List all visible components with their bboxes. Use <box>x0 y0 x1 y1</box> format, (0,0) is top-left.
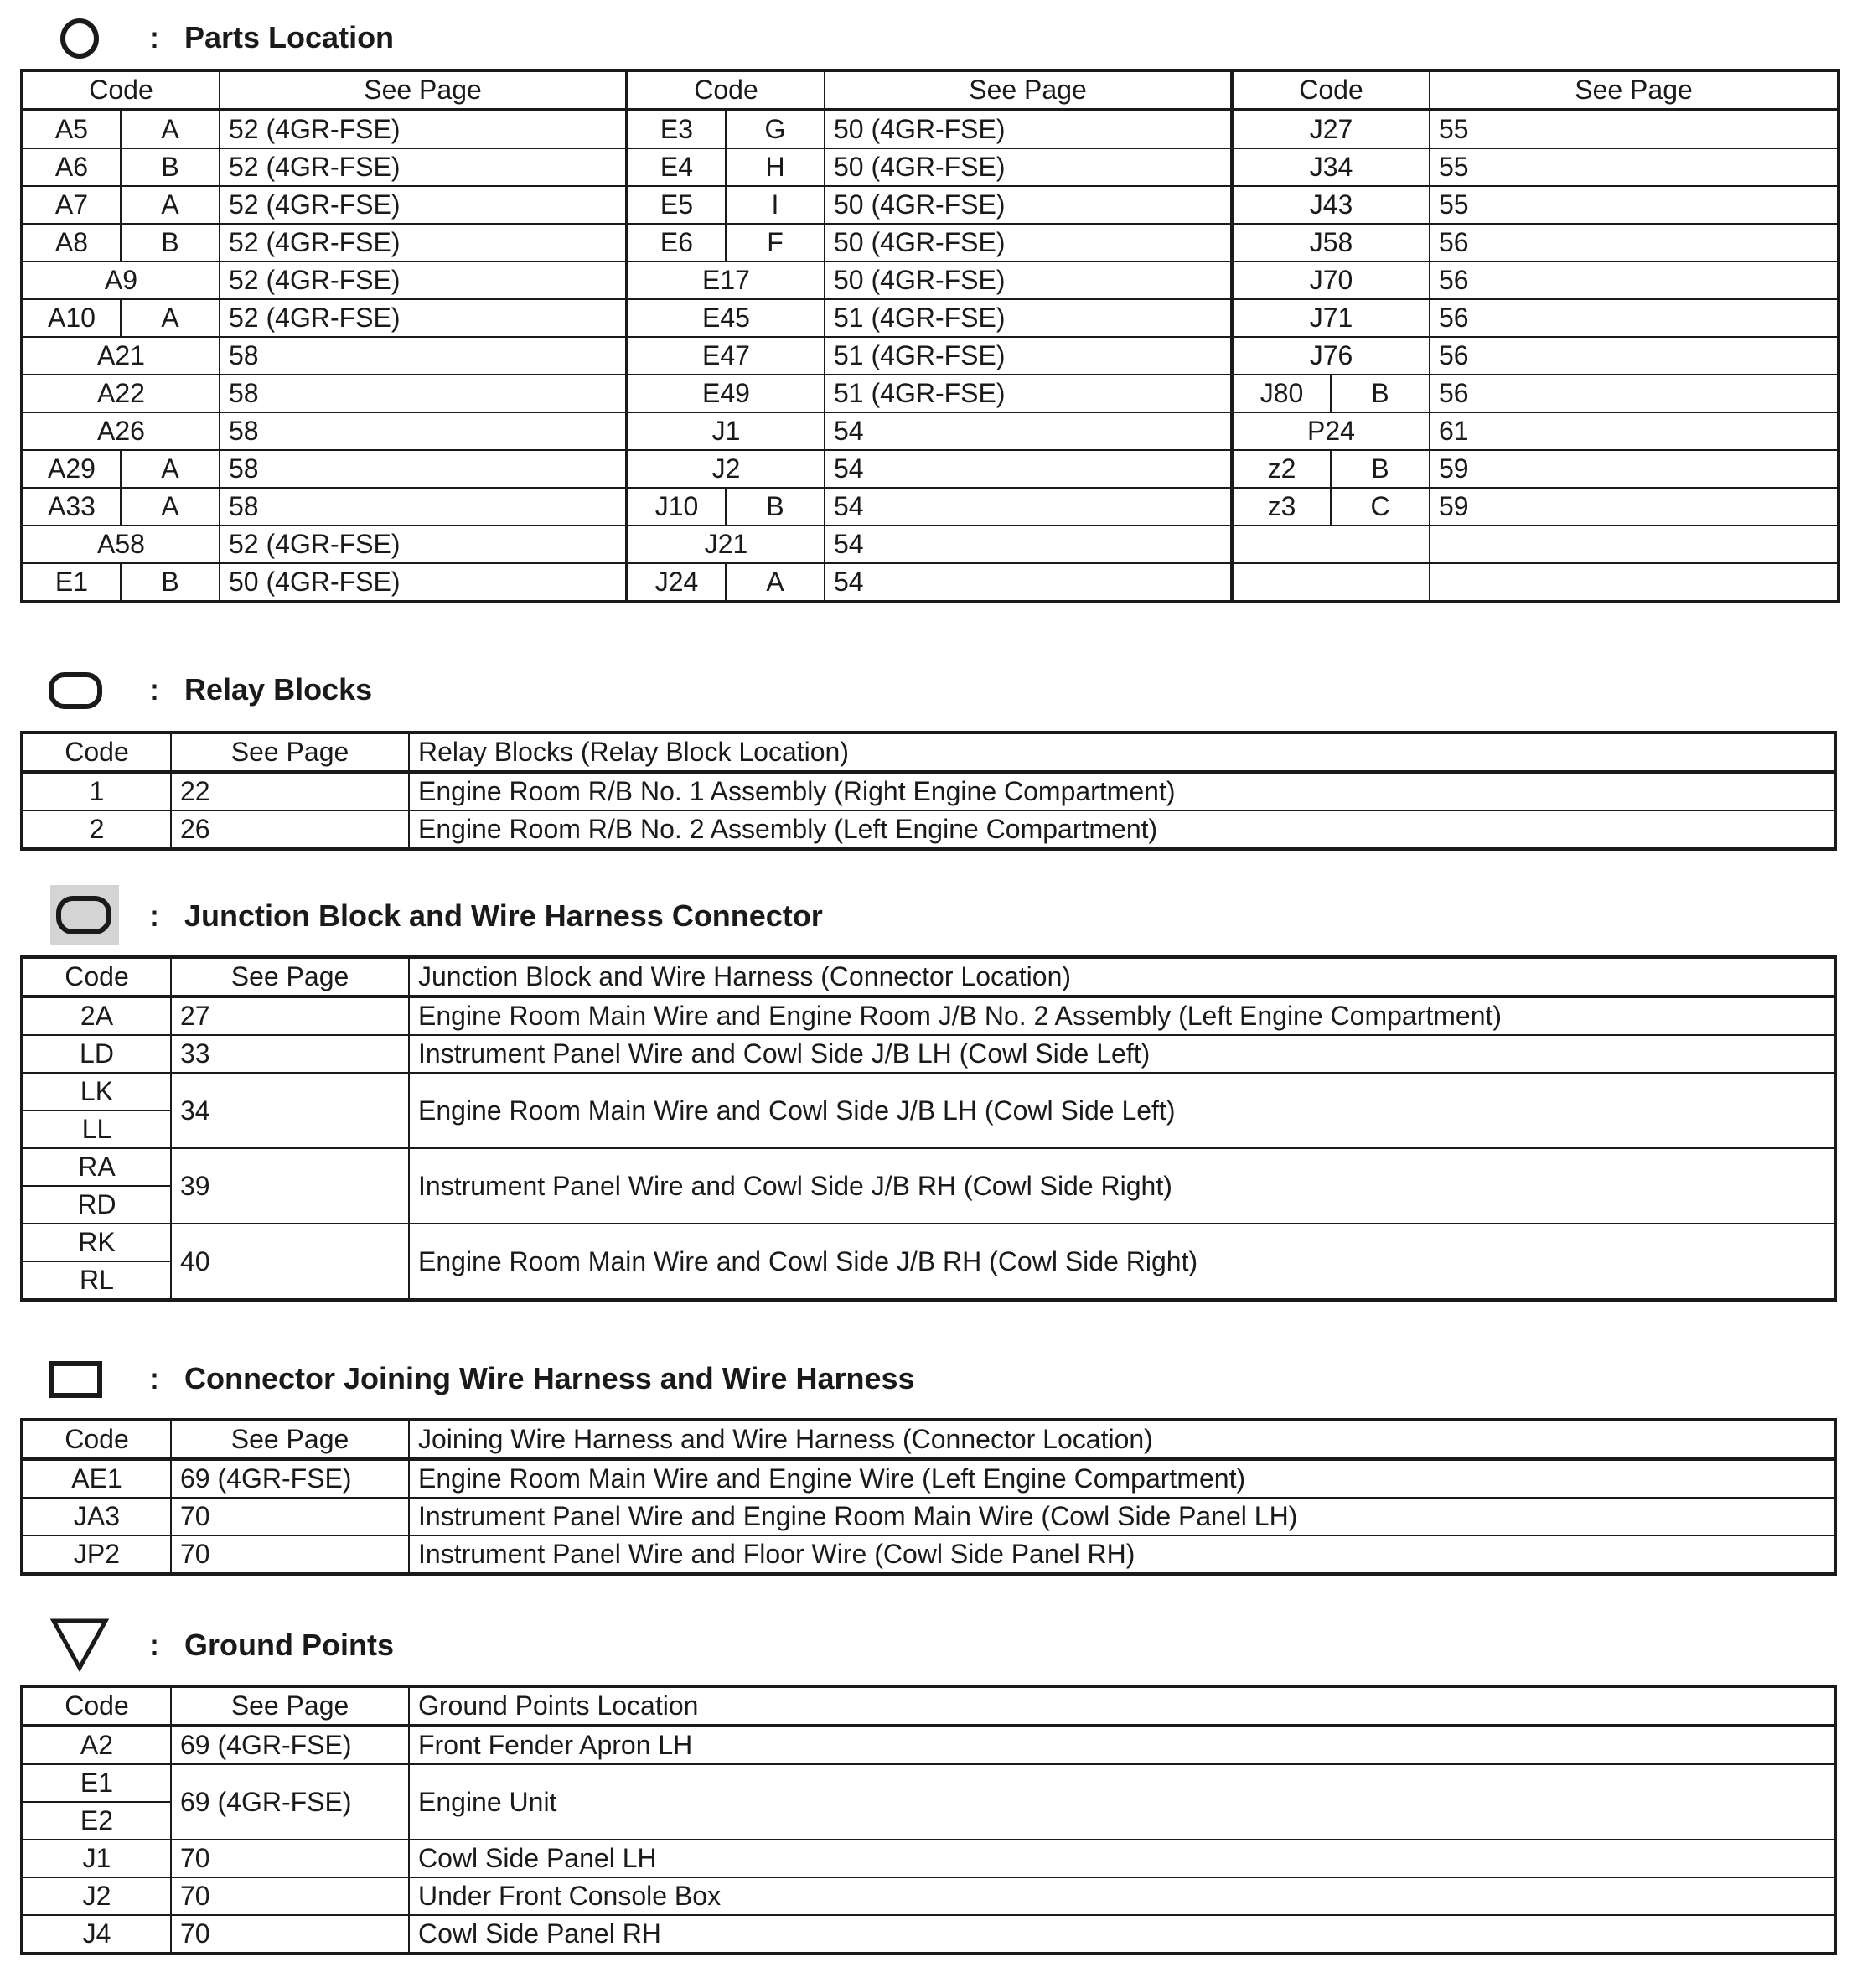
cell-code: LD <box>22 1035 171 1073</box>
cell-code: J10 <box>627 488 726 525</box>
cell-see-page: 55 <box>1430 110 1839 148</box>
shaded-rounded-rect-icon <box>50 885 119 945</box>
table-row <box>22 1073 1835 1110</box>
cell-code: 1 <box>22 772 171 810</box>
cell-code: 2 <box>22 810 171 849</box>
cell-code: J76 <box>1232 337 1430 375</box>
cell-description: Engine Room Main Wire and Cowl Side J/B LH (Cowl Side Left) <box>409 1073 1835 1148</box>
cell-code: RA <box>22 1148 171 1186</box>
cell-description: Instrument Panel Wire and Cowl Side J/B LH (Cowl Side Left) <box>409 1035 1835 1073</box>
relay-blocks-table <box>20 731 1837 851</box>
cell-code: A2 <box>22 1726 171 1764</box>
cell-see-page: 70 <box>171 1498 409 1535</box>
cell-description: Under Front Console Box <box>409 1877 1835 1915</box>
cell-see-page: 58 <box>220 450 627 488</box>
header-see-page: See Page <box>171 1420 409 1459</box>
section-title: Junction Block and Wire Harness Connector <box>184 898 823 933</box>
table-row <box>22 110 1839 148</box>
colon: : <box>149 672 159 707</box>
cell-see-page: 70 <box>171 1840 409 1877</box>
cell-sub-code: B <box>121 148 220 186</box>
cell-see-page: 61 <box>1430 412 1839 450</box>
table-row <box>22 412 1839 450</box>
cell-see-page: 33 <box>171 1035 409 1073</box>
table-row <box>22 525 1839 563</box>
cell-see-page: 52 (4GR-FSE) <box>220 148 627 186</box>
cell-code: RK <box>22 1224 171 1261</box>
cell-sub-code: B <box>1331 450 1430 488</box>
cell-code: J21 <box>627 525 825 563</box>
section-title: Connector Joining Wire Harness and Wire Harness <box>184 1361 915 1395</box>
cell-code: A58 <box>22 525 220 563</box>
cell-code: z3 <box>1232 488 1331 525</box>
cell-code: A6 <box>22 148 121 186</box>
cell-see-page: 54 <box>825 525 1232 563</box>
cell-description: Engine Room Main Wire and Engine Wire (Left Engine Compartment) <box>409 1459 1835 1498</box>
section-title: Relay Blocks <box>184 672 373 707</box>
cell-see-page: 50 (4GR-FSE) <box>825 261 1232 299</box>
junction-block-header <box>0 880 1857 947</box>
cell-code: A8 <box>22 224 121 261</box>
header-code: Code <box>22 733 171 772</box>
cell-see-page: 56 <box>1430 299 1839 337</box>
cell-see-page: 27 <box>171 997 409 1035</box>
cell-code: E45 <box>627 299 825 337</box>
table-row <box>22 1035 1835 1073</box>
cell-code: A10 <box>22 299 121 337</box>
cell-see-page: 52 (4GR-FSE) <box>220 261 627 299</box>
cell-code: E5 <box>627 186 726 224</box>
junction-block-table <box>20 955 1837 1302</box>
cell-see-page: 40 <box>171 1224 409 1300</box>
cell-see-page: 52 (4GR-FSE) <box>220 224 627 261</box>
table-row <box>22 1764 1835 1802</box>
cell-see-page: 52 (4GR-FSE) <box>220 110 627 148</box>
cell-see-page: 54 <box>825 563 1232 602</box>
table-row <box>22 1840 1835 1877</box>
cell-see-page: 59 <box>1430 488 1839 525</box>
cell-sub-code: G <box>726 110 825 148</box>
cell-code: J70 <box>1232 261 1430 299</box>
cell-see-page: 50 (4GR-FSE) <box>220 563 627 602</box>
cell-code: A22 <box>22 375 220 412</box>
header-see-page: See Page <box>171 733 409 772</box>
square-icon <box>47 1359 106 1401</box>
cell-see-page <box>1430 563 1839 602</box>
connector-joining-header <box>0 1344 1857 1411</box>
table-row <box>22 997 1835 1035</box>
cell-code: E6 <box>627 224 726 261</box>
cell-code: E3 <box>627 110 726 148</box>
cell-see-page: 51 (4GR-FSE) <box>825 299 1232 337</box>
colon: : <box>149 1628 159 1662</box>
cell-see-page: 56 <box>1430 375 1839 412</box>
cell-description: Engine Room Main Wire and Cowl Side J/B RH (Cowl Side Right) <box>409 1224 1835 1300</box>
cell-code: P24 <box>1232 412 1430 450</box>
table-row <box>22 1148 1835 1186</box>
table-row <box>22 148 1839 186</box>
cell-see-page: 58 <box>220 337 627 375</box>
cell-see-page: 34 <box>171 1073 409 1148</box>
table-row <box>22 450 1839 488</box>
cell-code: LL <box>22 1110 171 1148</box>
header-description: Relay Blocks (Relay Block Location) <box>409 733 1835 772</box>
relay-blocks-header <box>0 655 1857 722</box>
cell-see-page: 56 <box>1430 337 1839 375</box>
cell-sub-code: B <box>726 488 825 525</box>
cell-see-page: 52 (4GR-FSE) <box>220 525 627 563</box>
cell-description: Instrument Panel Wire and Engine Room Main Wire (Cowl Side Panel LH) <box>409 1498 1835 1535</box>
cell-code: J2 <box>22 1877 171 1915</box>
header-code: Code <box>627 70 825 110</box>
table-row <box>22 1224 1835 1261</box>
header-see-page: See Page <box>220 70 627 110</box>
cell-see-page: 69 (4GR-FSE) <box>171 1459 409 1498</box>
cell-see-page: 70 <box>171 1915 409 1954</box>
cell-description: Engine Unit <box>409 1764 1835 1840</box>
table-row <box>22 186 1839 224</box>
colon: : <box>149 20 159 54</box>
cell-code: E2 <box>22 1802 171 1840</box>
cell-see-page: 70 <box>171 1535 409 1574</box>
table-header-row <box>22 70 1839 110</box>
cell-code: JP2 <box>22 1535 171 1574</box>
cell-code: J2 <box>627 450 825 488</box>
cell-sub-code: F <box>726 224 825 261</box>
cell-code <box>1232 563 1430 602</box>
cell-see-page: 50 (4GR-FSE) <box>825 110 1232 148</box>
header-see-page: See Page <box>171 957 409 997</box>
table-header-row <box>22 957 1835 997</box>
table-row <box>22 337 1839 375</box>
cell-description: Instrument Panel Wire and Floor Wire (Cowl Side Panel RH) <box>409 1535 1835 1574</box>
cell-code: A7 <box>22 186 121 224</box>
cell-code: J71 <box>1232 299 1430 337</box>
cell-see-page: 54 <box>825 450 1232 488</box>
cell-code: A5 <box>22 110 121 148</box>
cell-see-page: 50 (4GR-FSE) <box>825 224 1232 261</box>
cell-code: E1 <box>22 563 121 602</box>
cell-description: Front Fender Apron LH <box>409 1726 1835 1764</box>
table-row <box>22 1726 1835 1764</box>
cell-description: Engine Room Main Wire and Engine Room J/B No. 2 Assembly (Left Engine Compartment) <box>409 997 1835 1035</box>
header-see-page: See Page <box>1430 70 1839 110</box>
cell-sub-code: A <box>121 488 220 525</box>
cell-see-page: 69 (4GR-FSE) <box>171 1726 409 1764</box>
ground-points-table <box>20 1685 1837 1955</box>
cell-description: Cowl Side Panel LH <box>409 1840 1835 1877</box>
cell-see-page: 55 <box>1430 148 1839 186</box>
cell-code: E17 <box>627 261 825 299</box>
cell-see-page: 56 <box>1430 261 1839 299</box>
table-row <box>22 1877 1835 1915</box>
cell-see-page: 50 (4GR-FSE) <box>825 186 1232 224</box>
parts-location-table <box>20 69 1840 603</box>
cell-sub-code: H <box>726 148 825 186</box>
cell-code <box>1232 525 1430 563</box>
table-row <box>22 772 1835 810</box>
cell-sub-code: A <box>121 110 220 148</box>
cell-sub-code: I <box>726 186 825 224</box>
table-row <box>22 488 1839 525</box>
cell-code: z2 <box>1232 450 1331 488</box>
cell-sub-code: A <box>121 299 220 337</box>
cell-sub-code: B <box>121 563 220 602</box>
header-code: Code <box>1232 70 1430 110</box>
table-row <box>22 1459 1835 1498</box>
circle-icon <box>59 17 101 60</box>
cell-see-page: 58 <box>220 488 627 525</box>
cell-sub-code: B <box>121 224 220 261</box>
cell-code: RD <box>22 1186 171 1224</box>
table-row <box>22 1915 1835 1954</box>
cell-see-page: 26 <box>171 810 409 849</box>
cell-see-page <box>1430 525 1839 563</box>
table-header-row <box>22 1686 1835 1726</box>
cell-code: LK <box>22 1073 171 1110</box>
cell-description: Engine Room R/B No. 2 Assembly (Left Engine Compartment) <box>409 810 1835 849</box>
table-row <box>22 1498 1835 1535</box>
cell-see-page: 51 (4GR-FSE) <box>825 375 1232 412</box>
header-code: Code <box>22 1686 171 1726</box>
cell-code: A9 <box>22 261 220 299</box>
section-title: Ground Points <box>184 1628 394 1662</box>
down-triangle-icon <box>49 1616 111 1673</box>
colon: : <box>149 1361 159 1395</box>
cell-sub-code: A <box>121 186 220 224</box>
cell-description: Instrument Panel Wire and Cowl Side J/B RH (Cowl Side Right) <box>409 1148 1835 1224</box>
cell-see-page: 55 <box>1430 186 1839 224</box>
cell-code: 2A <box>22 997 171 1035</box>
cell-sub-code: A <box>726 563 825 602</box>
cell-see-page: 70 <box>171 1877 409 1915</box>
cell-see-page: 58 <box>220 412 627 450</box>
cell-see-page: 54 <box>825 488 1232 525</box>
cell-code: A33 <box>22 488 121 525</box>
cell-code: J4 <box>22 1915 171 1954</box>
cell-code: J80 <box>1232 375 1331 412</box>
cell-sub-code: B <box>1331 375 1430 412</box>
cell-code: A26 <box>22 412 220 450</box>
table-row <box>22 261 1839 299</box>
cell-see-page: 69 (4GR-FSE) <box>171 1764 409 1840</box>
table-row <box>22 375 1839 412</box>
header-description: Joining Wire Harness and Wire Harness (Connector Location) <box>409 1420 1835 1459</box>
cell-code: A29 <box>22 450 121 488</box>
cell-see-page: 54 <box>825 412 1232 450</box>
cell-code: J27 <box>1232 110 1430 148</box>
cell-code: E1 <box>22 1764 171 1802</box>
cell-see-page: 51 (4GR-FSE) <box>825 337 1232 375</box>
parts-location-header <box>0 3 1857 70</box>
cell-code: J1 <box>22 1840 171 1877</box>
cell-see-page: 39 <box>171 1148 409 1224</box>
rounded-rect-icon <box>47 670 106 711</box>
header-description: Junction Block and Wire Harness (Connector Location) <box>409 957 1835 997</box>
header-see-page: See Page <box>825 70 1232 110</box>
cell-code: J24 <box>627 563 726 602</box>
cell-code: J34 <box>1232 148 1430 186</box>
table-row <box>22 810 1835 849</box>
cell-code: J58 <box>1232 224 1430 261</box>
table-row <box>22 224 1839 261</box>
cell-see-page: 22 <box>171 772 409 810</box>
cell-see-page: 50 (4GR-FSE) <box>825 148 1232 186</box>
cell-code: RL <box>22 1261 171 1300</box>
cell-code: AE1 <box>22 1459 171 1498</box>
colon: : <box>149 898 159 933</box>
table-row <box>22 563 1839 602</box>
cell-code: JA3 <box>22 1498 171 1535</box>
cell-code: J1 <box>627 412 825 450</box>
header-code: Code <box>22 70 220 110</box>
cell-description: Engine Room R/B No. 1 Assembly (Right Engine Compartment) <box>409 772 1835 810</box>
cell-see-page: 56 <box>1430 224 1839 261</box>
connector-joining-table <box>20 1418 1837 1576</box>
cell-see-page: 52 (4GR-FSE) <box>220 186 627 224</box>
table-row <box>22 1535 1835 1574</box>
header-see-page: See Page <box>171 1686 409 1726</box>
cell-description: Cowl Side Panel RH <box>409 1915 1835 1954</box>
table-row <box>22 299 1839 337</box>
cell-code: J43 <box>1232 186 1430 224</box>
table-header-row <box>22 733 1835 772</box>
cell-code: E47 <box>627 337 825 375</box>
table-header-row <box>22 1420 1835 1459</box>
cell-see-page: 59 <box>1430 450 1839 488</box>
header-code: Code <box>22 1420 171 1459</box>
cell-code: E49 <box>627 375 825 412</box>
cell-sub-code: A <box>121 450 220 488</box>
cell-see-page: 58 <box>220 375 627 412</box>
cell-code: A21 <box>22 337 220 375</box>
cell-code: E4 <box>627 148 726 186</box>
section-title: Parts Location <box>184 20 395 54</box>
ground-points-header <box>0 1609 1857 1676</box>
header-code: Code <box>22 957 171 997</box>
header-description: Ground Points Location <box>409 1686 1835 1726</box>
cell-sub-code: C <box>1331 488 1430 525</box>
cell-see-page: 52 (4GR-FSE) <box>220 299 627 337</box>
